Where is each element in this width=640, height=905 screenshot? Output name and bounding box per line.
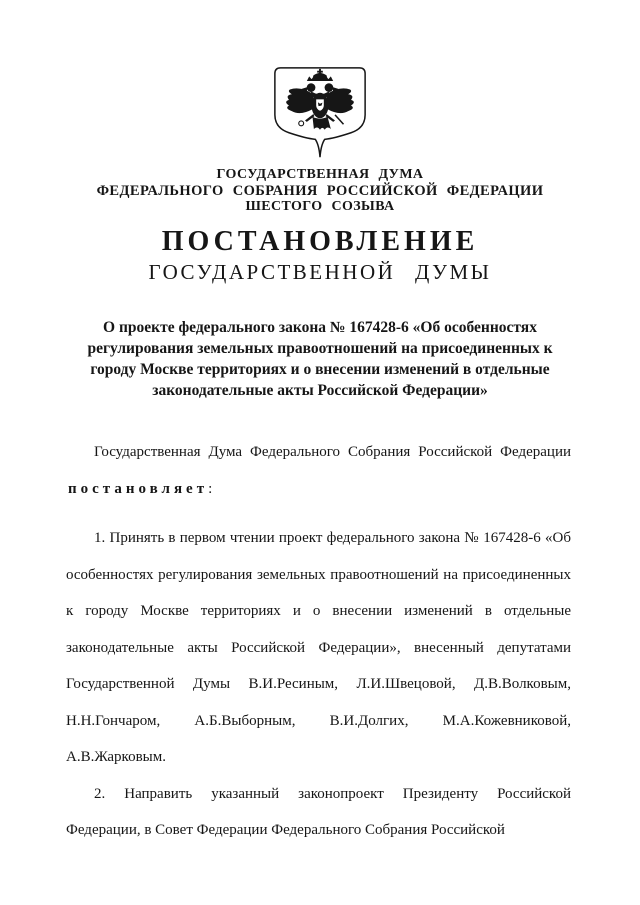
org-name-line1: ГОСУДАРСТВЕННАЯ ДУМА [216,167,424,182]
preamble-colon: : [208,480,213,497]
resolution-body [66,434,571,849]
document-type-title: ПОСТАНОВЛЕНИЕ [161,226,479,257]
preamble-emphasis: постановляет [68,480,209,497]
resolution-item-2: 2. Направить указанный законопроект Президенту Российской Федерации, в Совет Федерации Федерального Собрания Российской [66,785,571,838]
document-type-heading [0,227,640,285]
resolution-subject-title: О проекте федерального закона № 167428-6 «Об особенностях регулирования земельных правоотношений на присоединенных к городу Москве территориях и о внесении изменений в отдельные законодательные акты Российской Федерации» [87,319,553,399]
org-convocation-line: ШЕСТОГО СОЗЫВА [245,199,395,214]
preamble-text: Государственная Дума Федерального Собрания Российской Федерации [94,444,571,460]
resolution-item-1: 1. Принять в первом чтении проект федерального закона № 167428-6 «Об особенностях регулирования земельных правоотношений на присоединенных к городу Москве территориях и о внесении изменений в отдельные законодательные акты Российской Федерации», внесенный депутатами Государственной Думы В.И.Ресиным, Л.И.Швецовой, Д.В.Волковым, Н.Н.Гончаром, А.Б.Выборным, В.И.Долгих, М.А.Кожевниковой, А.В.Жарковым. [66,530,571,765]
org-name-line2: ФЕДЕРАЛЬНОГО СОБРАНИЯ РОССИЙСКОЙ ФЕДЕРАЦИИ [96,183,544,199]
preamble-paragraph [66,434,571,507]
russia-coat-of-arms-icon [267,66,373,160]
issuing-body-header [0,167,640,215]
document-type-subtitle: ГОСУДАРСТВЕННОЙ ДУМЫ [148,260,492,284]
